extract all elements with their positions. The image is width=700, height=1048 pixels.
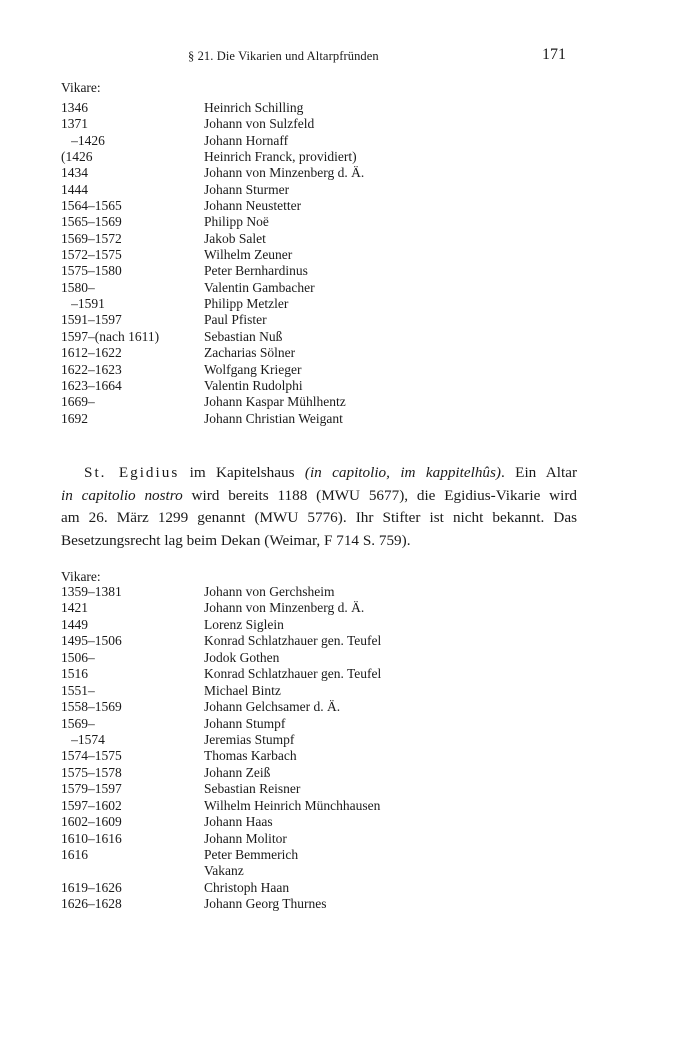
vicar-name: Johann Molitor — [204, 830, 287, 846]
vicar-row — [61, 165, 581, 181]
vicar-name: Paul Pfister — [204, 312, 267, 328]
vicar-date: –1426 — [61, 132, 105, 148]
vicar-name: Sebastian Nuß — [204, 328, 283, 344]
vicar-name: Johann Christian Weigant — [204, 410, 343, 426]
st-egidius-paragraph — [61, 462, 577, 552]
vicar-name: Johann Haas — [204, 814, 273, 830]
vicar-row — [61, 617, 581, 633]
vicar-row — [61, 100, 581, 116]
vicar-name: Johann Gelchsamer d. Ä. — [204, 699, 341, 715]
vicar-date: 1612–1622 — [61, 345, 122, 361]
vicar-date: –1591 — [61, 296, 105, 312]
paragraph-line-2: in capitolio nostro wird bereits 1188 (MWU 5677), die Egidius-Vikarie wird — [61, 486, 577, 504]
vicars-label-2: Vikare: — [61, 569, 101, 584]
vicar-row — [61, 280, 581, 296]
vicar-row — [61, 666, 581, 682]
vicar-date: 1572–1575 — [61, 247, 122, 263]
vicar-name: Johann von Minzenberg d. Ä. — [204, 165, 365, 181]
vicar-name: Peter Bernhardinus — [204, 263, 308, 279]
vicar-row — [61, 633, 581, 649]
vicar-name: Zacharias Sölner — [204, 345, 296, 361]
vicar-row — [61, 896, 581, 912]
vicar-name: Heinrich Franck, providiert) — [204, 149, 357, 165]
vicar-date: 1575–1580 — [61, 263, 122, 279]
vicar-name: Johann Neustetter — [204, 198, 302, 214]
vicar-row — [61, 198, 581, 214]
vicar-row — [61, 683, 581, 699]
vicar-name: Johann von Sulzfeld — [204, 116, 315, 132]
vicar-row — [61, 214, 581, 230]
vicar-date: –1574 — [61, 731, 105, 747]
vicar-name: Peter Bemmerich — [204, 847, 299, 862]
vicar-row — [61, 231, 581, 247]
latin-phrase: (in capitolio, im kappitelhûs) — [304, 464, 501, 481]
vicar-row — [61, 182, 581, 198]
vicar-date: 1623–1664 — [61, 377, 122, 393]
vicar-name: Jeremias Stumpf — [204, 731, 295, 747]
vicar-name: Johann von Minzenberg d. Ä. — [204, 600, 365, 616]
vicar-name: Johann Kaspar Mühlhentz — [204, 394, 346, 410]
vicar-row — [61, 296, 581, 312]
vicar-date: 1565–1569 — [61, 214, 122, 230]
vicars-label-1: Vikare: — [61, 80, 101, 95]
vicar-row — [61, 863, 581, 879]
vicar-date: 1579–1597 — [61, 781, 122, 797]
vicar-date: 1558–1569 — [61, 699, 122, 715]
latin-phrase-2: in capitolio nostro — [61, 486, 183, 504]
vicar-row — [61, 394, 581, 410]
vicar-name: Christoph Haan — [204, 879, 290, 895]
vicar-date: 1580– — [61, 279, 95, 295]
vicar-date: 1444 — [61, 181, 88, 197]
vicar-date: 1574–1575 — [61, 748, 122, 764]
vicar-date: 1610–1616 — [61, 830, 122, 846]
vicar-date: 1602–1609 — [61, 814, 122, 830]
vicar-date: 1569– — [61, 715, 95, 731]
vicar-name: Konrad Schlatzhauer gen. Teufel — [204, 633, 382, 649]
vicar-date: 1495–1506 — [61, 633, 122, 649]
vicar-name: Johann Georg Thurnes — [204, 896, 327, 912]
vicar-date: 1551– — [61, 682, 95, 698]
vicar-row — [61, 149, 581, 165]
vicar-date: (1426 — [61, 149, 93, 165]
vicar-row — [61, 847, 581, 863]
vicar-date: 1575–1578 — [61, 764, 122, 780]
vicar-row — [61, 699, 581, 715]
vicar-row — [61, 584, 581, 600]
vicar-name: Jodok Gothen — [204, 649, 280, 665]
vicar-row — [61, 312, 581, 328]
vicar-row — [61, 716, 581, 732]
vicar-row — [61, 133, 581, 149]
vicar-name: Heinrich Schilling — [204, 100, 304, 115]
vicar-date: 1597–(nach 1611) — [61, 328, 160, 344]
vicar-row — [61, 247, 581, 263]
vicar-date: 1449 — [61, 616, 88, 632]
running-header — [0, 47, 700, 69]
page-number: 171 — [542, 46, 566, 63]
vicar-date: 1359–1381 — [61, 584, 122, 599]
vicar-row — [61, 329, 581, 345]
vicar-date: 1421 — [61, 600, 88, 616]
vicar-date: 1619–1626 — [61, 879, 122, 895]
vicar-date: 1597–1602 — [61, 797, 122, 813]
vicar-row — [61, 378, 581, 394]
vicar-name: Johann Stumpf — [204, 715, 286, 731]
vicar-date: 1564–1565 — [61, 198, 122, 214]
vicar-date: 1669– — [61, 394, 95, 410]
vicars-table-1 — [61, 100, 581, 427]
vicar-name: Wilhelm Zeuner — [204, 247, 293, 263]
vicar-name: Sebastian Reisner — [204, 781, 301, 797]
vicar-name: Philipp Noë — [204, 214, 269, 230]
vicar-row — [61, 831, 581, 847]
vicar-date: 1591–1597 — [61, 312, 122, 328]
vicar-row — [61, 732, 581, 748]
vicar-date: 1622–1623 — [61, 361, 122, 377]
vicar-name: Philipp Metzler — [204, 296, 289, 312]
vicar-row — [61, 765, 581, 781]
vicar-date: 1434 — [61, 165, 88, 181]
paragraph-line-1: St. Egidius im Kapitelshaus (in capitolio, im kappitelhûs). Ein Altar — [84, 464, 578, 481]
vicar-date: 1516 — [61, 666, 88, 682]
vicar-name: Lorenz Siglein — [204, 616, 284, 632]
vicars-table-2 — [61, 584, 581, 913]
vicar-row — [61, 362, 581, 378]
running-title: § 21. Die Vikarien und Altarpfründen — [188, 49, 379, 63]
vicar-name: Jakob Salet — [204, 230, 266, 246]
paragraph-line-4: Besetzungsrecht lag beim Dekan (Weimar, F 714 S. 759). — [61, 531, 411, 549]
vicar-name: Valentin Gambacher — [204, 279, 315, 295]
vicar-name: Vakanz — [204, 863, 244, 879]
vicar-date: 1346 — [61, 100, 88, 115]
vicar-name: Wilhelm Heinrich Münchhausen — [204, 797, 381, 813]
vicar-row — [61, 781, 581, 797]
vicar-date: 1371 — [61, 116, 88, 132]
vicar-name: Valentin Rudolphi — [204, 377, 303, 393]
vicar-name: Wolfgang Krieger — [204, 361, 302, 377]
vicar-row — [61, 263, 581, 279]
paragraph-line-3: am 26. März 1299 genannt (MWU 5776). Ihr Stifter ist nicht bekannt. Das — [61, 509, 577, 526]
vicar-name: Konrad Schlatzhauer gen. Teufel — [204, 666, 382, 682]
vicar-row — [61, 345, 581, 361]
vicar-name: Thomas Karbach — [204, 748, 297, 764]
vicar-date: 1616 — [61, 847, 88, 862]
vicar-row — [61, 748, 581, 764]
chapel-heading: St. Egidius — [84, 464, 180, 481]
vicar-row — [61, 798, 581, 814]
vicar-name: Michael Bintz — [204, 682, 281, 698]
vicar-name: Johann Hornaff — [204, 132, 289, 148]
vicar-row — [61, 650, 581, 666]
vicar-name: Johann von Gerchsheim — [204, 584, 335, 599]
vicar-row — [61, 880, 581, 896]
vicar-row — [61, 814, 581, 830]
vicar-date: 1569–1572 — [61, 230, 122, 246]
vicar-row — [61, 411, 581, 427]
vicar-name: Johann Sturmer — [204, 181, 290, 197]
vicar-row — [61, 116, 581, 132]
vicar-date: 1692 — [61, 410, 88, 426]
vicar-name: Johann Zeiß — [204, 764, 271, 780]
vicar-row — [61, 600, 581, 616]
vicar-date: 1506– — [61, 649, 95, 665]
vicar-date: 1626–1628 — [61, 896, 122, 912]
